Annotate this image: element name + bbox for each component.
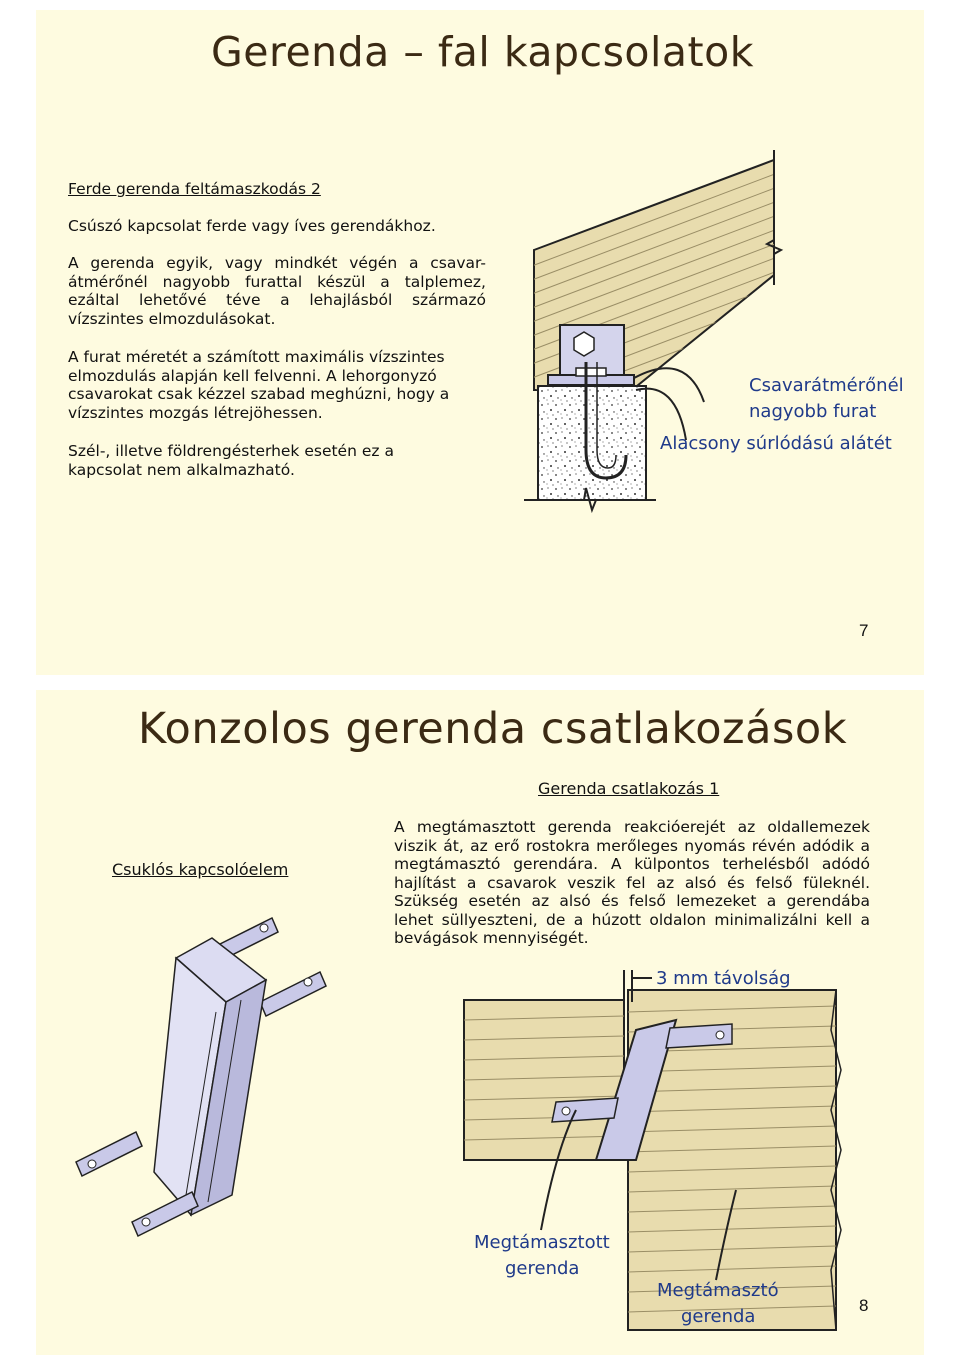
paragraph-4: Szél-, illetve földrengésterhek esetén ez a kapcsolat nem alkalmazható. <box>68 442 394 479</box>
slide-title: Konzolos gerenda csatlakozások <box>138 704 848 754</box>
label-oversized-hole-line1: Csavarátmérőnél <box>749 375 904 396</box>
slide-subtitle: Ferde gerenda feltámaszkodás 2 <box>68 180 321 198</box>
beam-connection-drawing <box>36 690 924 1355</box>
slide-title: Gerenda – fal kapcsolatok <box>211 28 754 76</box>
paragraph-2: A gerenda egyik, vagy mindkét végén a csavar-átmérőnél nagyobb furattal készül a talplemez, ezáltal lehetővé téve a lehajlásból származó vízszintes elmozdulásokat. <box>68 254 486 328</box>
supporting-beam-label-line2: gerenda <box>681 1306 756 1327</box>
gap-label: 3 mm távolság <box>656 968 791 989</box>
paragraph-1: Csúszó kapcsolat ferde vagy íves gerendákhoz. <box>68 217 436 235</box>
description-paragraph: A megtámasztott gerenda reakcióerejét az oldallemezek viszik át, az erő rostokra merőleges nyomás révén adódik a megtámasztó gerendára. A külpontos terhelésből adódó hajlítást a csavarok veszik fel az alsó és felső füleknél. Szükség esetén az alsó és felső lemezeket a gerendába lehet süllyeszteni, de a húzott oldalon minimalizálni kell a bevágások mennyiségét. <box>394 818 870 947</box>
label-low-friction-washer: Alacsony súrlódású alátét <box>660 433 892 454</box>
supporting-beam-label-line1: Megtámasztó <box>657 1280 779 1301</box>
label-oversized-hole-line2: nagyobb furat <box>749 401 877 422</box>
washer <box>576 368 606 376</box>
supported-beam <box>464 1000 624 1160</box>
concrete-wall <box>538 386 646 500</box>
bolt-head <box>574 332 594 356</box>
supported-beam-label-line2: gerenda <box>505 1258 580 1279</box>
slide-7 <box>36 10 924 675</box>
slide-subtitle: Gerenda csatlakozás 1 <box>538 779 720 798</box>
supported-beam-label-line1: Megtámasztott <box>474 1232 610 1253</box>
hinge-element-label: Csuklós kapcsolóelem <box>112 860 289 879</box>
slide-8 <box>36 690 924 1355</box>
paragraph-3: A furat méretét a számított maximális vízszintes elmozdulás alapján kell felvenni. A lehorgonyzó csavarokat csak kézzel szabad meghúzni, hogy a vízszintes mozgás létrejöhessen. <box>68 348 450 422</box>
sliding-connection-drawing <box>36 10 924 675</box>
page-number: 8 <box>859 1296 869 1315</box>
page-number: 7 <box>859 621 869 640</box>
